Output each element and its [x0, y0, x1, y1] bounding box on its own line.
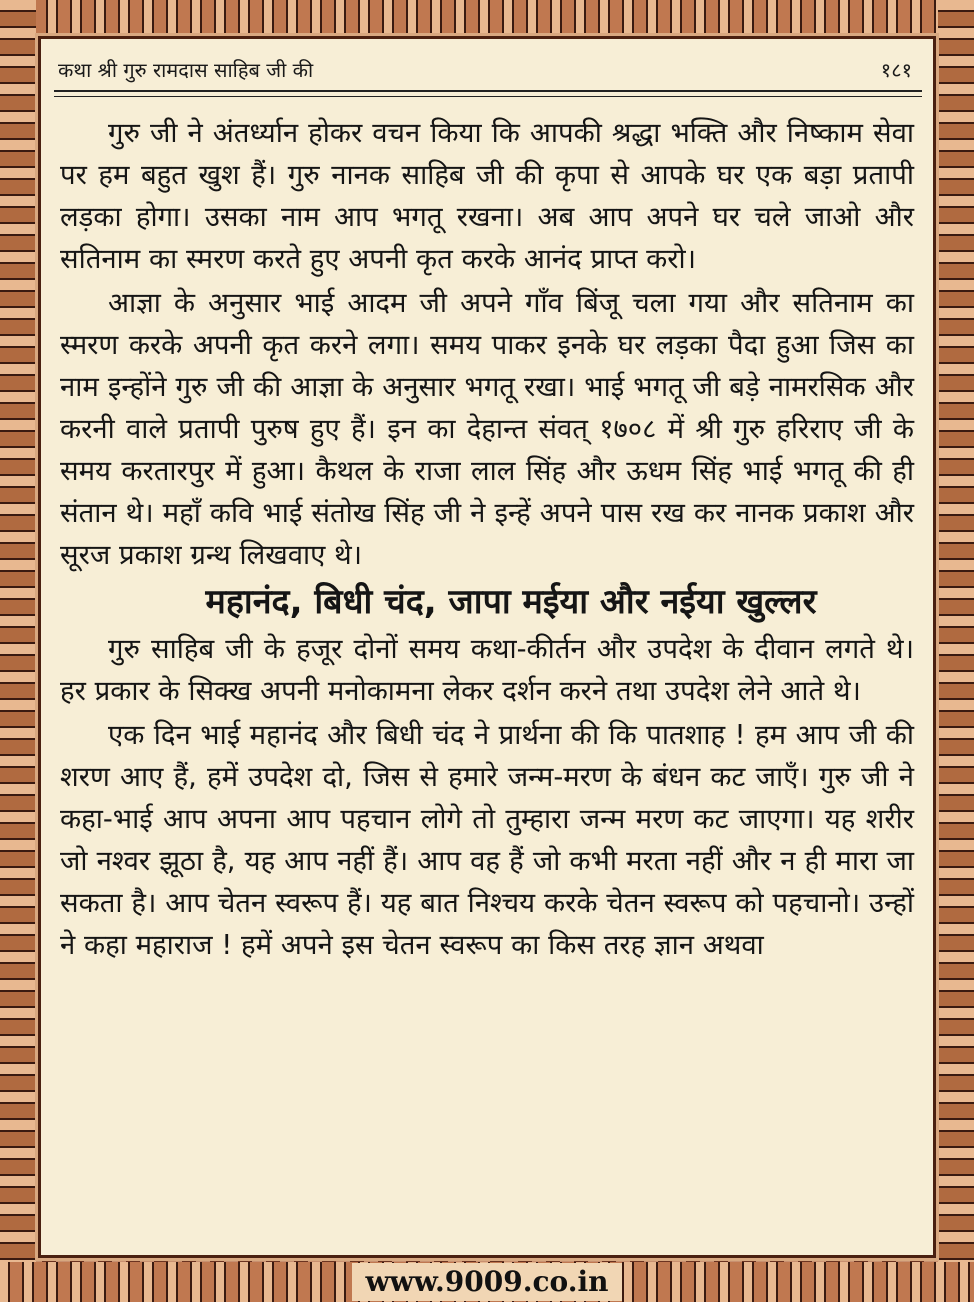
website-link[interactable]: www.9009.co.in [352, 1263, 623, 1301]
paragraph: गुरु साहिब जी के हजूर दोनों समय कथा-कीर्तन और उपदेश के दीवान लगते थे। हर प्रकार के सिक्ख अपनी मनोकामना लेकर दर्शन करने तथा उपदेश लेने आते थे। [60, 633, 914, 707]
header-rule-thin [54, 96, 922, 97]
paragraph: एक दिन भाई महानंद और बिधी चंद ने प्रार्थना की कि पातशाह ! हम आप जी की शरण आए हैं, हमें उपदेश दो, जिस से हमारे जन्म-मरण के बंधन कट जाएँ। गुरु जी ने कहा-भाई आप अपना आप पहचान लोगे तो तुम्हारा जन्म मरण कट जाएगा। यह शरीर जो नश्वर झूठा है, यह आप नहीं हैं। आप वह हैं जो कभी मरता नहीं और न ही मारा जा सकता है। आप चेतन स्वरूप हैं। यह बात निश्चय करके चेतन स्वरूप को पहचानो। उन्हों ने कहा महाराज ! हमें अपने इस चेतन स्वरूप का किस तरह ज्ञान अथवा [60, 719, 914, 961]
footer [0, 1262, 974, 1302]
section-heading: महानंद, बिधी चंद, जापा मईया और नईया खुल्लर [205, 582, 817, 622]
page-body [60, 112, 914, 966]
border-top [0, 0, 974, 34]
page-header [52, 56, 922, 86]
running-title: कथा श्री गुरु रामदास साहिब जी की [58, 58, 314, 82]
border-left [0, 0, 36, 1302]
book-page [38, 36, 936, 1258]
paragraph: गुरु जी ने अंतर्ध्यान होकर वचन किया कि आपकी श्रद्धा भक्ति और निष्काम सेवा पर हम बहुत खुश हैं। गुरु नानक साहिब जी की कृपा से आपके घर एक बड़ा प्रतापी लड़का होगा। उसका नाम आप भगतू रखना। अब आप अपने घर चले जाओ और सतिनाम का स्मरण करते हुए अपनी कृत करके आनंद प्राप्त करो। [60, 117, 914, 275]
border-right [938, 0, 974, 1302]
paragraph: आज्ञा के अनुसार भाई आदम जी अपने गाँव बिंजू चला गया और सतिनाम का स्मरण करके अपनी कृत करने लगा। समय पाकर इनके घर लड़का पैदा हुआ जिस का नाम इन्होंने गुरु जी की आज्ञा के अनुसार भगतू रखा। भाई भगतू जी बड़े नामरसिक और करनी वाले प्रतापी पुरुष हुए हैं। इन का देहान्त संवत् १७०८ में श्री गुरु हरिराए जी के समय करतारपुर में हुआ। कैथल के राजा लाल सिंह और ऊधम सिंह भाई भगतू की ही संतान थे। महाँ कवि भाई संतोख सिंह जी ने इन्हें अपने पास रख कर नानक प्रकाश और सूरज प्रकाश ग्रन्थ लिखवाए थे। [60, 287, 914, 571]
header-rule [54, 90, 922, 92]
page-number: १८१ [880, 58, 912, 82]
